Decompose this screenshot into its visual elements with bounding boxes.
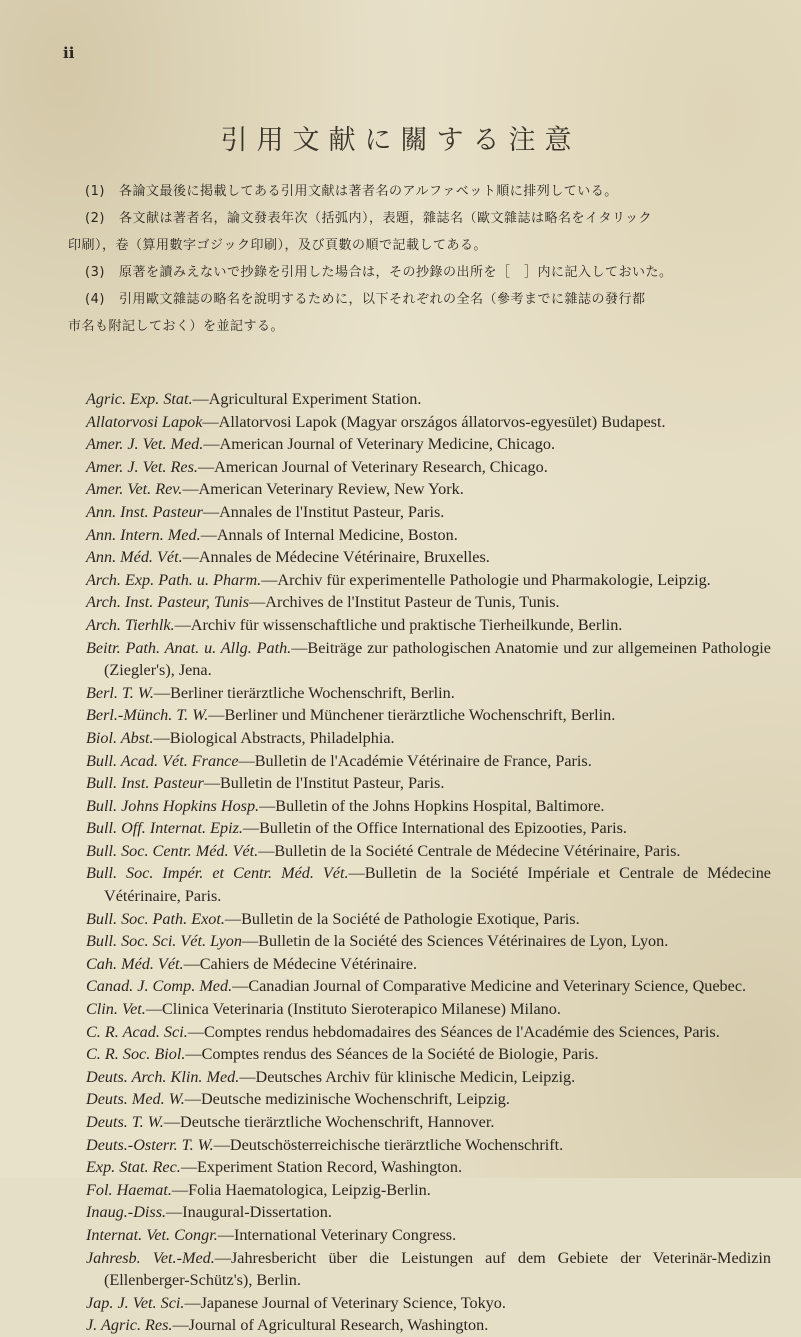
note-number: (4) — [85, 292, 105, 307]
note-line — [85, 178, 755, 205]
journal-abbreviation: Amer. Vet. Rev. — [86, 480, 183, 499]
journal-abbreviation: C. R. Acad. Sci. — [86, 1022, 188, 1041]
journal-full-name: —Canadian Journal of Comparative Medicine and Veterinary Science, Quebec. — [232, 977, 747, 996]
abbreviation-entry — [86, 998, 771, 1021]
journal-full-name: —American Journal of Veterinary Research, Chicago. — [197, 457, 548, 476]
note-text: 各文献は著者名，論文發表年次（括弧内），表題，雜誌名（歐文雜誌は略名をイタリック — [119, 211, 652, 226]
journal-abbreviation: Clin. Vet. — [86, 1000, 146, 1019]
journal-full-name: —Experiment Station Record, Washington. — [180, 1158, 463, 1177]
journal-abbreviation: Amer. J. Vet. Res. — [86, 457, 198, 476]
journal-full-name: —Bulletin de la Société des Sciences Vétérinaires de Lyon, Lyon. — [241, 932, 669, 951]
abbreviation-entry — [86, 501, 771, 524]
journal-abbreviation: Bull. Off. Internat. Epiz. — [86, 819, 243, 838]
journal-abbreviation: Berl. T. W. — [86, 683, 154, 702]
journal-abbreviation: Arch. Exp. Path. u. Pharm. — [86, 570, 262, 589]
abbreviation-entry — [86, 840, 771, 863]
abbreviation-entry — [86, 1201, 771, 1224]
journal-full-name: —Deutsche medizinische Wochenschrift, Leipzig. — [184, 1090, 510, 1109]
journal-abbreviation: Bull. Soc. Impér. et Centr. Méd. Vét. — [86, 864, 349, 883]
journal-abbreviation: Biol. Abst. — [86, 728, 154, 747]
journal-abbreviation: Jap. J. Vet. Sci. — [86, 1293, 185, 1312]
journal-full-name: —American Journal of Veterinary Medicine, Chicago. — [203, 435, 555, 454]
abbreviation-entry — [86, 591, 771, 614]
journal-abbreviation: Bull. Soc. Sci. Vét. Lyon — [86, 932, 242, 951]
journal-full-name: —Annals of Internal Medicine, Boston. — [200, 525, 458, 544]
journal-full-name: —Comptes rendus des Séances de la Société de Biologie, Paris. — [185, 1045, 599, 1064]
note-number: (3) — [85, 265, 105, 280]
note-number: (2) — [85, 211, 105, 226]
journal-full-name: —Agricultural Experiment Station. — [192, 390, 422, 408]
abbreviation-entry — [86, 1134, 771, 1157]
abbreviation-entry — [86, 727, 771, 750]
abbreviation-entry — [86, 569, 771, 592]
abbreviation-entry — [86, 478, 771, 501]
journal-full-name: —International Veterinary Congress. — [217, 1225, 457, 1244]
journal-abbreviation: Fol. Haemat. — [86, 1180, 172, 1199]
note-text: 市名も附記しておく）を並記する。 — [68, 319, 285, 334]
abbreviation-entry — [86, 1179, 771, 1202]
journal-full-name: —Bulletin de l'Académie Vétérinaire de France, Paris. — [238, 751, 592, 770]
journal-full-name: —Inaugural-Dissertation. — [166, 1203, 332, 1222]
abbreviation-entry — [86, 704, 771, 727]
journal-full-name: —Japanese Journal of Veterinary Science, Tokyo. — [184, 1293, 506, 1312]
abbreviation-entry — [86, 1292, 771, 1315]
journal-full-name: —Annales de Médecine Vétérinaire, Bruxelles. — [182, 548, 490, 567]
journal-abbreviation: Ann. Intern. Med. — [86, 525, 201, 544]
journal-full-name: —Annales de l'Institut Pasteur, Paris. — [202, 502, 445, 521]
abbreviation-entry — [86, 1156, 771, 1179]
section-heading: 引用文献に關する注意 — [220, 125, 581, 156]
journal-abbreviation: Deuts. Med. W. — [86, 1090, 185, 1109]
journal-abbreviation: Berl.-Münch. T. W. — [86, 706, 209, 725]
abbreviation-entry — [86, 411, 771, 434]
note-text: 原著を讀みえないで抄錄を引用した場合は，その抄錄の出所を［ ］内に記入しておいた。 — [119, 265, 673, 280]
journal-full-name: —Clinica Veterinaria (Instituto Sieroterapico Milanese) Milano. — [145, 1000, 561, 1019]
journal-full-name: —Bulletin de l'Institut Pasteur, Paris. — [203, 774, 445, 793]
abbreviation-entry — [86, 614, 771, 637]
note-line — [85, 286, 755, 313]
journal-full-name: —Bulletin de la Société Impériale et Centrale de Médecine Vétérinaire, Paris. — [104, 864, 771, 906]
journal-abbreviation: Deuts. Arch. Klin. Med. — [86, 1067, 240, 1086]
journal-abbreviation: Agric. Exp. Stat. — [86, 390, 193, 408]
journal-abbreviation: Beitr. Path. Anat. u. Allg. Path. — [86, 638, 292, 657]
abbreviation-entry — [86, 953, 771, 976]
journal-full-name: —Bulletin de la Société de Pathologie Exotique, Paris. — [224, 909, 580, 928]
journal-abbreviation: Bull. Johns Hopkins Hosp. — [86, 796, 260, 815]
notes-list — [68, 178, 755, 340]
journal-full-name: —Archiv für experimentelle Pathologie und Pharmakologie, Leipzig. — [261, 570, 711, 589]
journal-abbreviation: Deuts.-Osterr. T. W. — [86, 1135, 214, 1154]
abbreviation-entry — [86, 682, 771, 705]
journal-abbreviation: Arch. Inst. Pasteur, Tunis — [86, 593, 250, 612]
journal-full-name: —Archives de l'Institut Pasteur de Tunis, Tunis. — [249, 593, 560, 612]
journal-full-name: —Allatorvosi Lapok (Magyar országos állatorvos-egyesület) Budapest. — [202, 412, 666, 431]
journal-full-name: —Bulletin of the Johns Hopkins Hospital, Baltimore. — [259, 796, 605, 815]
journal-abbreviation: Ann. Inst. Pasteur — [86, 502, 203, 521]
note-line — [85, 205, 755, 232]
abbreviation-entry — [86, 817, 771, 840]
journal-full-name: —Bulletin de la Société Centrale de Médecine Vétérinaire, Paris. — [258, 841, 681, 860]
journal-abbreviation: Bull. Acad. Vét. France — [86, 751, 239, 770]
journal-abbreviation: Exp. Stat. Rec. — [86, 1158, 181, 1177]
abbreviation-entry — [86, 1088, 771, 1111]
journal-abbreviation: Deuts. T. W. — [86, 1113, 164, 1131]
note-text: 引用歐文雜誌の略名を說明するために，以下それぞれの全名（參考までに雜誌の發行都 — [119, 292, 646, 307]
journal-full-name: —Cahiers de Médecine Vétérinaire. — [183, 954, 417, 973]
note-text: 印刷），卷（算用數字ゴジック印刷），及び頁數の順で記載してある。 — [68, 238, 488, 253]
journal-abbreviation: Amer. J. Vet. Med. — [86, 435, 204, 454]
journal-abbreviation: J. Agric. Res. — [86, 1316, 173, 1335]
journal-abbreviation: Allatorvosi Lapok — [86, 412, 203, 431]
abbreviation-entry — [86, 456, 771, 479]
note-line — [68, 232, 755, 259]
abbreviation-entry — [86, 795, 771, 818]
journal-full-name: —Journal of Agricultural Research, Washington. — [172, 1316, 489, 1335]
journal-abbreviation: Ann. Méd. Vét. — [86, 548, 183, 567]
journal-full-name: —Archiv für wissenschaftliche und praktische Tierheilkunde, Berlin. — [174, 615, 623, 634]
abbreviation-entry — [86, 1247, 771, 1292]
journal-full-name: —Biological Abstracts, Philadelphia. — [153, 728, 395, 747]
note-line — [68, 313, 755, 340]
abbreviation-entry — [86, 388, 771, 411]
journal-abbreviation: Arch. Tierhlk. — [86, 615, 175, 634]
abbreviation-entry — [86, 930, 771, 953]
journal-abbreviation: Jahresb. Vet.-Med. — [86, 1248, 215, 1267]
abbreviation-entry — [86, 750, 771, 773]
journal-abbreviation: Canad. J. Comp. Med. — [86, 977, 233, 996]
abbreviation-entry — [86, 524, 771, 547]
abbreviation-entry — [86, 1224, 771, 1247]
journal-abbreviation: C. R. Soc. Biol. — [86, 1045, 186, 1064]
abbreviation-list — [86, 388, 771, 1337]
abbreviation-entry — [86, 908, 771, 931]
journal-abbreviation: Inaug.-Diss. — [86, 1203, 167, 1222]
journal-full-name: —Folia Haematologica, Leipzig-Berlin. — [171, 1180, 431, 1199]
journal-full-name: —Jahresbericht über die Leistungen auf dem Gebiete der Veterinär-Medizin (Ellenberger-Schütz's), Berlin. — [104, 1248, 771, 1290]
journal-abbreviation: Bull. Soc. Path. Exot. — [86, 909, 225, 928]
journal-abbreviation: Bull. Inst. Pasteur — [86, 774, 204, 793]
journal-full-name: —Deutsches Archiv für klinische Medicin, Leipzig. — [239, 1067, 576, 1086]
journal-full-name: —Berliner und Münchener tierärztliche Wochenschrift, Berlin. — [208, 706, 616, 725]
page-number: ii — [63, 44, 75, 62]
note-text: 各論文最後に掲載してある引用文献は著者名のアルファベット順に排列している。 — [119, 184, 618, 199]
journal-full-name: —Deutsche tierärztliche Wochenschrift, Hannover. — [163, 1113, 495, 1131]
abbreviation-entry — [86, 433, 771, 456]
abbreviation-entry — [86, 546, 771, 569]
abbreviation-entry — [86, 975, 771, 998]
abbreviation-entry — [86, 1314, 771, 1337]
journal-abbreviation: Internat. Vet. Congr. — [86, 1225, 218, 1244]
journal-full-name: —Berliner tierärztliche Wochenschrift, Berlin. — [153, 683, 455, 702]
journal-full-name: —Bulletin of the Office International des Epizooties, Paris. — [242, 819, 627, 838]
abbreviation-entry — [86, 1066, 771, 1089]
abbreviation-entry — [86, 1111, 771, 1134]
journal-abbreviation: Bull. Soc. Centr. Méd. Vét. — [86, 841, 259, 860]
journal-full-name: —Comptes rendus hebdomadaires des Séances de l'Académie des Sciences, Paris. — [187, 1022, 720, 1041]
journal-full-name: —Deutschösterreichische tierärztliche Wochenschrift. — [213, 1135, 564, 1154]
abbreviation-entry — [86, 1043, 771, 1066]
journal-full-name: —American Veterinary Review, New York. — [182, 480, 464, 499]
note-number: (1) — [85, 184, 105, 199]
note-line — [85, 259, 755, 286]
journal-abbreviation: Cah. Méd. Vét. — [86, 954, 184, 973]
abbreviation-entry — [86, 1021, 771, 1044]
abbreviation-entry — [86, 637, 771, 682]
abbreviation-entry — [86, 862, 771, 907]
abbreviation-entry — [86, 772, 771, 795]
journal-full-name: —Beiträge zur pathologischen Anatomie und zur allgemeinen Pathologie (Ziegler's), Jena. — [104, 638, 771, 680]
